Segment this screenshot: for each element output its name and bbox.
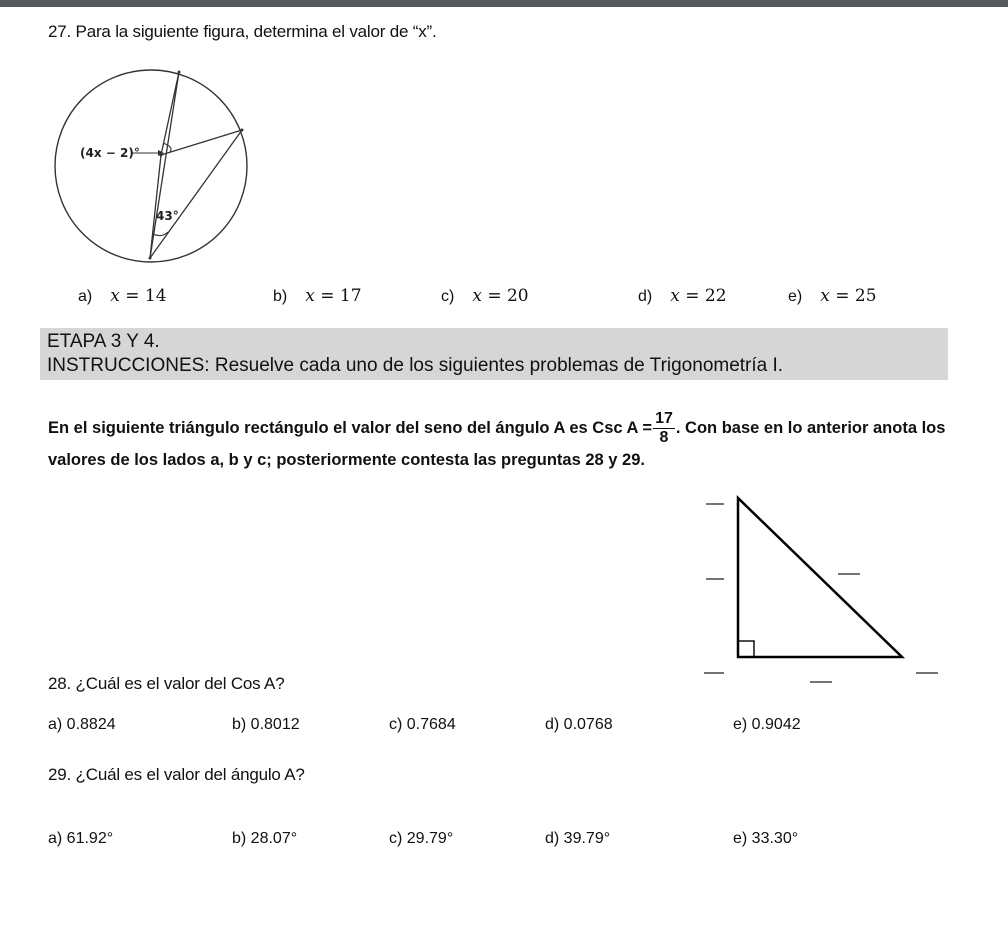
instructions-text: INSTRUCCIONES: Resuelve cada uno de los siguientes problemas de Trigonometría I.	[47, 355, 784, 376]
q27-option-d[interactable]: d) x = 22	[638, 286, 727, 306]
question-28-text: 28. ¿Cuál es el valor del Cos A?	[48, 674, 285, 693]
intro-line-2: valores de los lados a, b y c; posteriormente contesta las preguntas 28 y 29.	[48, 451, 645, 469]
chord	[150, 155, 161, 258]
q28-option-e[interactable]: e) 0.9042	[733, 716, 801, 733]
q28-option-a[interactable]: a) 0.8824	[48, 716, 116, 733]
circle-outline	[55, 70, 247, 262]
q29-option-d[interactable]: d) 39.79°	[545, 830, 611, 847]
q29-option-e[interactable]: e) 33.30°	[733, 830, 799, 847]
intro-line-1: En el siguiente triángulo rectángulo el valor del seno del ángulo A es Csc A = $\frac{17}{8}$ . Con base en lo anterior anota los	[48, 410, 946, 446]
angle-43-label: 43°	[156, 209, 179, 223]
chord	[161, 130, 242, 155]
triangle-outline	[738, 498, 902, 657]
q27-option-b[interactable]: b) x = 17	[273, 286, 362, 306]
q29-option-a[interactable]: a) 61.92°	[48, 830, 114, 847]
circle-inscribed-angles-figure	[52, 62, 252, 272]
csc-fraction: $\frac{17}{8}$	[655, 410, 673, 446]
q27-option-c[interactable]: c) x = 20	[441, 286, 529, 306]
stage-title: ETAPA 3 Y 4.	[47, 331, 160, 352]
top-bar	[0, 0, 1008, 7]
chord	[161, 72, 179, 155]
chord	[150, 72, 179, 258]
q29-option-b[interactable]: b) 28.07°	[232, 830, 298, 847]
q28-option-c[interactable]: c) 0.7684	[389, 716, 456, 733]
instructions-banner	[40, 328, 948, 380]
q28-option-b[interactable]: b) 0.8012	[232, 716, 300, 733]
q28-option-d[interactable]: d) 0.0768	[545, 716, 613, 733]
question-29-text: 29. ¿Cuál es el valor del ángulo A?	[48, 765, 305, 784]
question-27-text: 27. Para la siguiente figura, determina el valor de “x”.	[48, 22, 437, 41]
angle-label: (4x − 2)°	[80, 146, 140, 160]
q29-option-c[interactable]: c) 29.79°	[389, 830, 454, 847]
q27-option-a[interactable]: a) x = 14	[78, 286, 167, 306]
chord	[150, 130, 242, 258]
right-triangle-figure	[690, 490, 950, 690]
right-angle-marker	[738, 641, 754, 657]
q27-option-e[interactable]: e) x = 25	[788, 286, 877, 306]
